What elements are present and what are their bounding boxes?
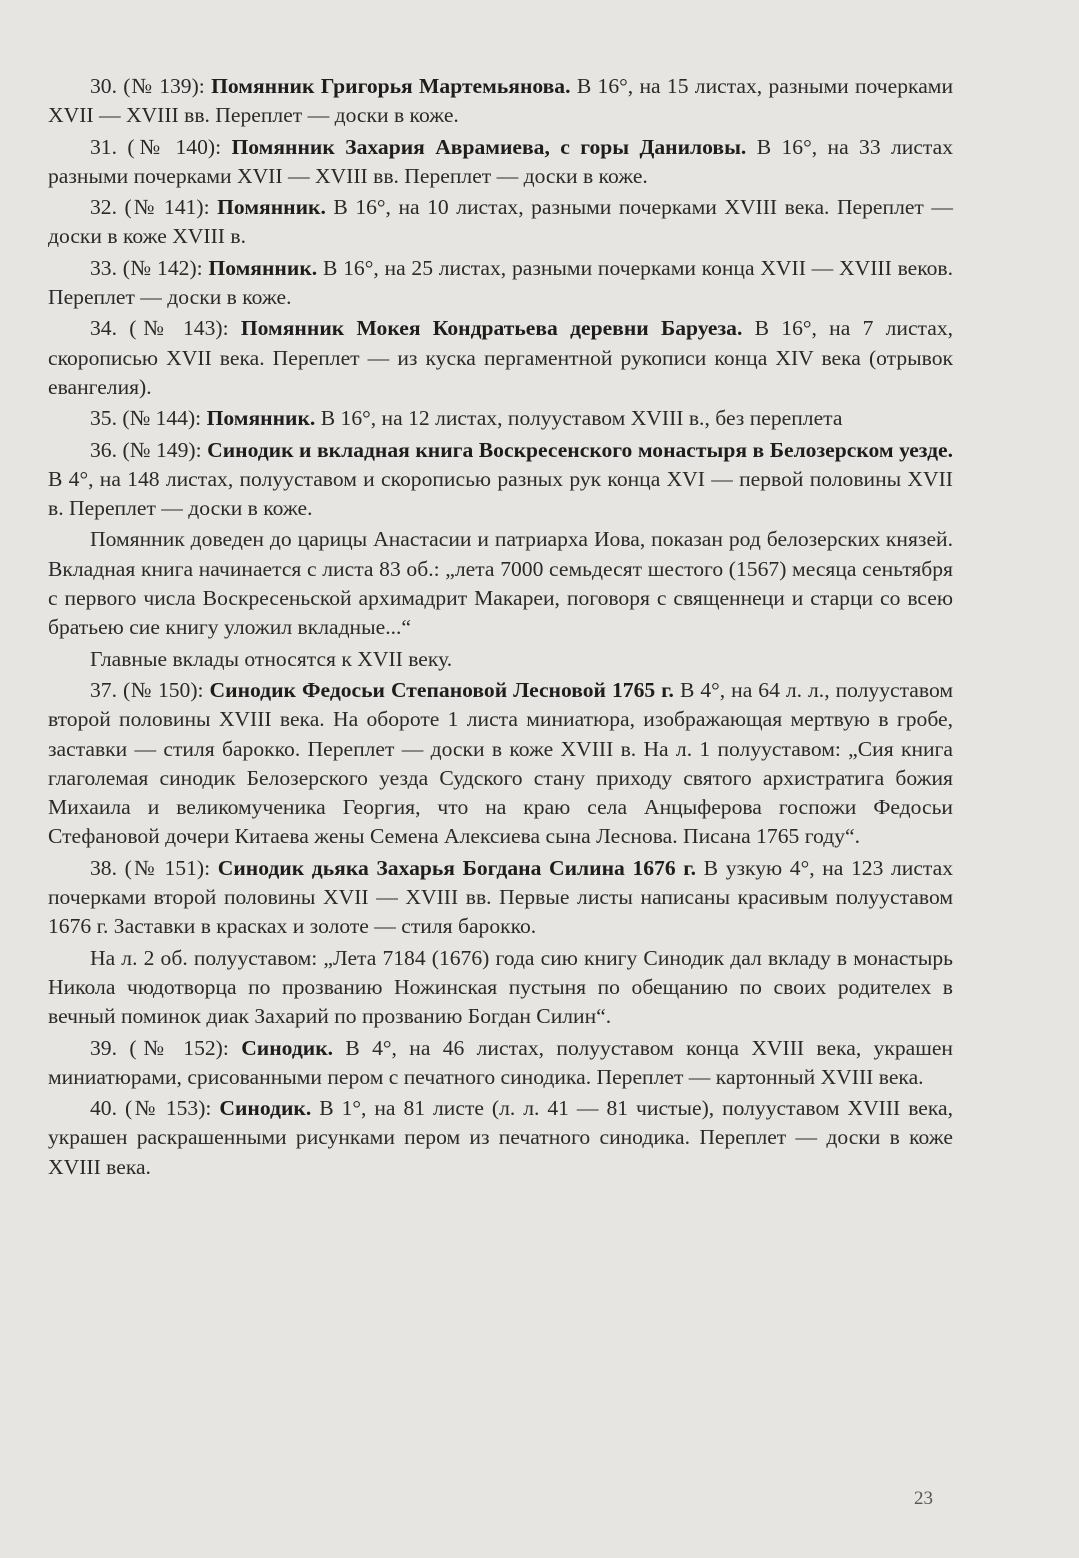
catalog-entry-30 [48,72,953,131]
entry-title: Синодик дьяка Захарья Богдана Силина 1676 г. [217,855,697,880]
entry-number: 39. (№ 152): [90,1035,229,1060]
catalog-entry-34 [48,314,953,402]
catalog-entry-31 [48,133,953,192]
catalog-entry-33 [48,254,953,313]
entry-description: В 4°, на 148 листах, полууставом и скорописью разных рук конца XVI — первой половины XVII в. Переплет — доски в коже. [48,466,953,521]
entry-title: Синодик. [241,1035,334,1060]
entry-title: Помянник. [208,255,318,280]
entry-number: 30. (№ 139): [90,74,205,98]
catalog-entry-32 [48,193,953,252]
catalog-entry-36 [48,436,953,524]
entry-title: Синодик и вкладная книга Воскресенского монастыря в Белозерском уезде. [207,437,954,462]
entry-description: В 16°, на 33 листах разными почерками XVII — XVIII вв. Переплет — доски в коже. [48,134,954,188]
entry-number: 34. (№ 143): [90,316,229,341]
entry-38-note: На л. 2 об. полууставом: „Лета 7184 (1676) года сию книгу Синодик дал вкладу в монастырь Никола чюдотворца по прозванию Ножинская пустыня по обещанию по своих родителех в вечный поминок диак Захарий по прозванию Богдан Силин“. [48,945,953,1029]
catalog-entry-40 [48,1094,953,1182]
entry-number: 32. (№ 141): [90,195,210,220]
entry-number: 36. (№ 149): [90,437,202,462]
catalog-entry-37 [48,676,953,852]
entry-number: 33. (№ 142): [90,255,203,280]
entry-title: Помянник. [206,406,316,431]
entry-description: В 16°, на 25 листах, разными почерками конца XVII — XVIII веков. Переплет — доски в коже. [48,255,954,310]
entry-title: Помянник Мокея Кондратьева деревни Баруеза. [240,316,743,341]
entry-description: В 16°, на 10 листах, разными почерками XVIII века. Переплет — доски в коже XVIII в. [48,195,953,249]
entry-36-note-2: Главные вклады относятся к XVII веку. [90,646,453,671]
entry-description: В 4°, на 64 л. л., полууставом второй половины XVIII века. На обороте 1 листа миниатюра, изображающая мертвую в гробе, заставки — стиля барокко. Переплет — доски в коже XVIII в. На л. 1 полууставом: „Сия книга глаголемая синодик Белозерского уезда Судского стану приходу святого архистратига божия Михаила и великомученика Георгия, что на краю села Анцыферова госпожи Федосьи Стефановой дочери Китаева жены Семена Алексиева сына Леснова. Писана 1765 году“. [48,677,953,849]
entry-number: 31. (№ 140): [90,134,222,159]
entry-36-note: Помянник доведен до царицы Анастасии и патриарха Иова, показан род белозерских князей. Вкладная книга начинается с листа 83 об.: „лета 7000 семьдесят шестого (1567) месяца сеньтября с первого числа Воскресеньской архимадрит Макареи, поговоря с священнеци и старци со всею братьею сие книгу уложил вкладные...“ [48,527,953,640]
entry-title: Помянник Григорья Мартемьянова. [211,74,571,98]
entry-description: В узкую 4°, на 123 листах почерками второй половины XVII — XVIII вв. Первые листы написаны красивым полууставом 1676 г. Заставки в красках и золоте — стиля барокко. [48,855,954,939]
entry-number: 37. (№ 150): [90,677,204,702]
catalog-entry-39 [48,1034,953,1093]
entry-number: 38. (№ 151): [90,855,211,880]
page-number: 23 [914,1488,933,1509]
entry-description: В 16°, на 7 листах, скорописью XVII века. Переплет — из куска пергаментной рукописи конца XIV века (отрывок евангелия). [48,316,954,399]
entry-title: Синодик Федосьи Степановой Лесновой 1765 г. [209,677,674,702]
entry-title: Синодик. [219,1096,312,1121]
entry-description: В 4°, на 46 листах, полууставом конца XVIII века, украшен миниатюрами, срисованными пером с печатного синодика. Переплет — картонный XVIII века. [48,1035,953,1089]
catalog-entry-35 [48,404,953,433]
entry-title: Помянник Захария Аврамиева, с горы Даниловы. [231,134,747,159]
catalog-entry-38 [48,854,953,942]
entry-description: В 1°, на 81 листе (л. л. 41 — 81 чистые), полууставом XVIII века, украшен раскрашенными рисунками пером из печатного синодика. Переплет — доски в коже XVIII века. [48,1096,954,1179]
entry-number: 35. (№ 144): [90,406,202,431]
entry-description: В 16°, на 15 листах, разными почерками XVII — XVIII вв. Переплет — доски в коже. [48,74,953,128]
entry-number: 40. (№ 153): [90,1096,212,1121]
entry-title: Помянник. [217,195,326,220]
entry-description: В 16°, на 12 листах, полууставом XVIII в., без переплета [320,406,843,431]
